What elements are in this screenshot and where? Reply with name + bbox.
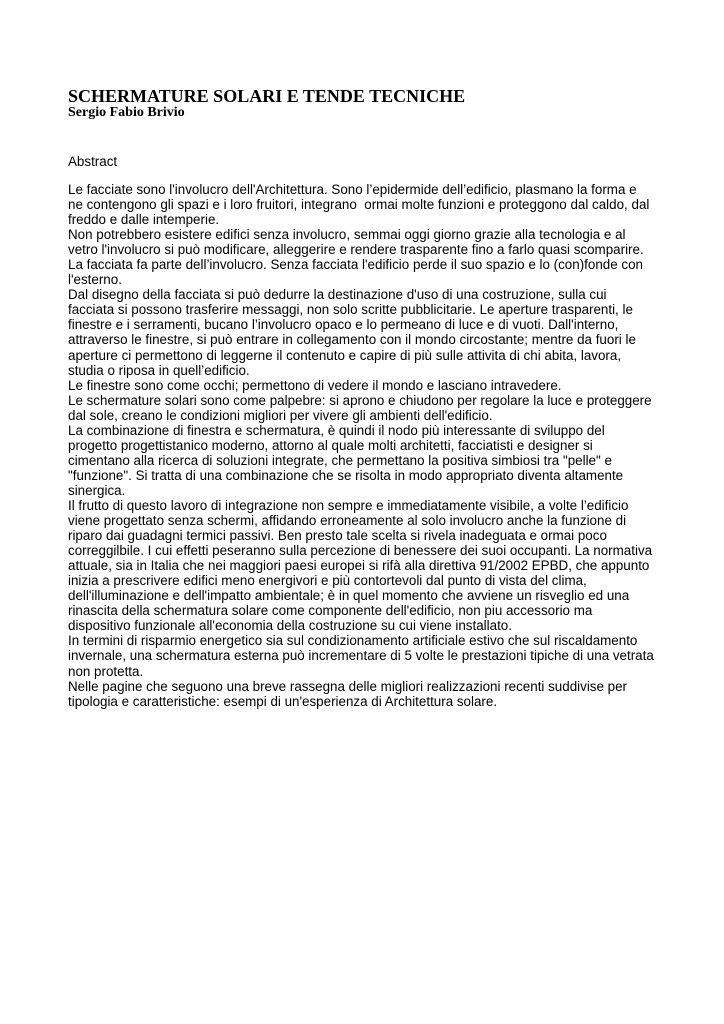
text-line: l'esterno. — [68, 272, 122, 288]
text-line: dispositivo funzionale all'economia della costruzione su cui viene installato. — [68, 618, 512, 634]
text-line: La combinazione di finestra e schermatura, è quindi il nodo più interessante di sviluppo del — [68, 422, 605, 438]
text-line: "funzione". Si tratta di una combinazione che se risolta in modo appropriato diventa altamente — [68, 467, 624, 483]
text-line: Il frutto di questo lavoro di integrazione non sempre e immediatamente visibile, a volte l’edificio — [68, 497, 629, 513]
paragraph — [68, 257, 654, 287]
text-line: La facciata fa parte dell’involucro. Senza facciata l'edificio perde il suo spazio e lo (con)fonde con — [68, 257, 643, 273]
text-line: aperture ci permettono di leggerne il contenuto e capire di più sulle attivita di chi abita, lavora, — [68, 347, 622, 363]
text-line: finestre e i serramenti, bucano l’involucro opaco e lo permeano di luce e di vuoti. Dall'interno, — [68, 317, 619, 333]
text-line: tipologia e caratteristiche: esempi di un'esperienza di Architettura solare. — [68, 693, 498, 709]
text-line: Le facciate sono l'involucro dell'Architettura. Sono l’epidermide dell’edificio, plasmano la forma e — [68, 182, 637, 197]
text-line: facciata si possono trasferire messaggi, non solo scritte pubblicitarie. Le aperture trasparenti, le — [68, 302, 633, 318]
text-line: rinascita della schermatura solare come componente dell'edificio, non piu accessorio ma — [68, 603, 593, 619]
paragraph — [68, 679, 654, 709]
text-line: attuale, sia in Italia che nei maggiori paesi europei si rifà alla direttiva 91/2002 EPBD, che appunto — [68, 558, 650, 574]
abstract-heading: Abstract — [68, 154, 118, 169]
text-line: dal sole, creano le condizioni migliori per vivere gli ambienti dell'edificio. — [68, 407, 493, 423]
text-line: Le schermature solari sono come palpebre: si aprono e chiudono per regolare la luce e proteggere — [68, 392, 652, 408]
text-line: Nelle pagine che seguono una breve rassegna delle migliori realizzazioni recenti suddivise per — [68, 678, 628, 694]
paragraph — [68, 182, 654, 227]
text-line: cimentano alla ricerca di soluzioni integrate, che permettano la positiva simbiosi tra "pelle" e — [68, 452, 612, 468]
abstract-body — [68, 182, 654, 709]
paragraph — [68, 378, 654, 393]
text-line: Dal disegno della facciata si può dedurre la destinazione d'uso di una costruzione, sulla cui — [68, 287, 607, 303]
paragraph — [68, 227, 654, 257]
author-name: Sergio Fabio Brivio — [68, 105, 185, 120]
text-line: viene progettato senza schermi, affidando erroneamente al solo involucro anche la funzione di — [68, 513, 627, 529]
text-line: inizia a prescrivere edifici meno energivori e più contortevoli dal punto di vista del clima, — [68, 573, 587, 589]
text-line: non protetta. — [68, 663, 144, 679]
text-line: In termini di risparmio energetico sia sul condizionamento artificiale estivo che sul riscaldamento — [68, 633, 638, 649]
text-line: vetro l'involucro si può modificare, alleggerire e rendere trasparente fino a farlo quasi scomparire. — [68, 242, 644, 258]
text-line: Non potrebbero esistere edifici senza involucro, semmai oggi giorno grazie alla tecnologia e al — [68, 227, 626, 243]
text-line: ne contengono gli spazi e i loro fruitori, integrano ormai molte funzioni e proteggono dal caldo, dal — [68, 197, 650, 213]
text-line: invernale, una schermatura esterna può incrementare di 5 volte le prestazioni tipiche di una vetrata — [68, 648, 654, 664]
paragraph — [68, 498, 654, 633]
paragraph — [68, 287, 654, 377]
text-line: sinergica. — [68, 482, 126, 498]
text-line: studia o riposa in quell’edificio. — [68, 362, 250, 378]
text-line: freddo e dalle intemperie. — [68, 212, 220, 228]
text-line: riparo dai guadagni termici passivi. Ben presto tale scelta si rivela inadeguata e ormai poco — [68, 528, 607, 544]
text-line: correggilbile. I cui effetti peseranno sulla percezione di benessere dei suoi occupanti. La normativa — [68, 543, 653, 559]
paragraph — [68, 633, 654, 678]
paragraph — [68, 393, 654, 423]
text-line: attraverso le finestre, si può entrare in collegamento con il mondo circostante; mentre da fuori le — [68, 332, 636, 348]
text-line: dell'illuminazione e dell'impatto ambientale; è in quel momento che avviene un risveglio ed una — [68, 588, 630, 604]
paragraph — [68, 423, 654, 498]
text-line: progetto progettistanico moderno, attorno al quale molti architetti, facciatisti e designer si — [68, 437, 593, 453]
document-title: SCHERMATURE SOLARI E TENDE TECNICHE — [68, 86, 466, 106]
text-line: Le finestre sono come occhi; permettono di vedere il mondo e lasciano intravedere. — [68, 377, 562, 393]
